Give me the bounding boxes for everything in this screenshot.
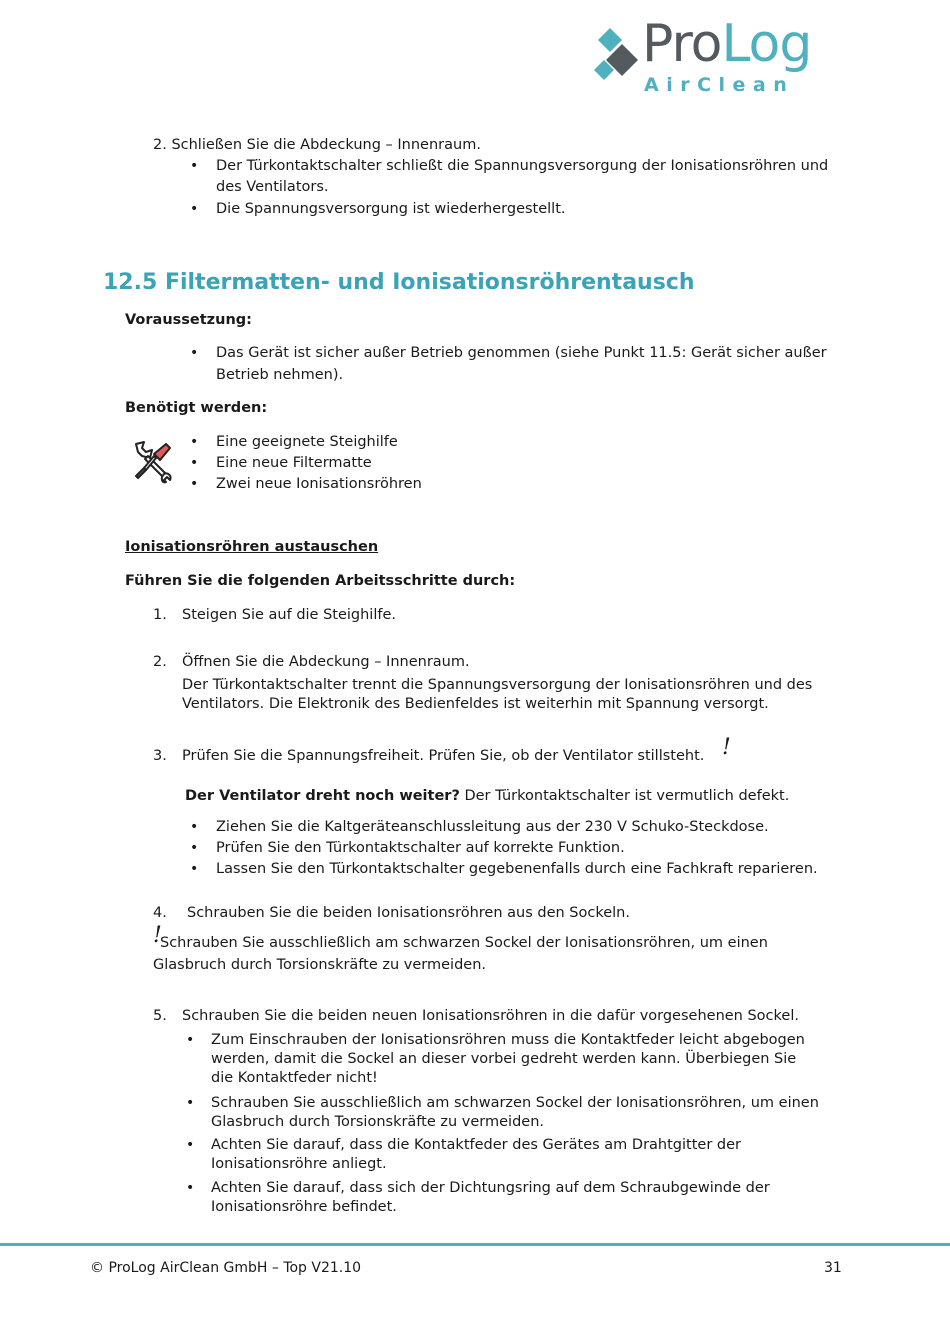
needed-item-1: Eine geeignete Steighilfe (216, 434, 398, 450)
page-number: 31 (824, 1260, 842, 1276)
warning-mark-icon: ! (722, 735, 731, 760)
logo-tagline: AirClean (644, 74, 795, 96)
step-5-bullet-3-line-2: Ionisationsröhre anliegt. (211, 1156, 387, 1172)
bullet-marker: • (186, 1137, 195, 1153)
needed-item-2: Eine neue Filtermatte (216, 455, 372, 471)
step-4-warning-line-2: Glasbruch durch Torsionskräfte zu vermeiden. (153, 957, 486, 973)
step-3-question (185, 786, 789, 806)
procedure-title: Ionisationsröhren austauschen (125, 539, 379, 555)
step-5-bullet-1-line-3: die Kontaktfeder nicht! (211, 1070, 378, 1086)
step-2-number: 2. (153, 654, 167, 670)
footer-copyright: © ProLog AirClean GmbH – Top V21.10 (90, 1260, 362, 1276)
step-1-text: Steigen Sie auf die Steighilfe. (182, 607, 397, 623)
top-step-text: 2. Schließen Sie die Abdeckung – Innenraum. (153, 137, 481, 153)
bullet-marker: • (190, 201, 199, 217)
step-4-text: Schrauben Sie die beiden Ionisationsröhren aus den Sockeln. (187, 905, 630, 921)
logo-brand-text: ProLog (642, 14, 812, 74)
step-5-bullet-2-line-1: Schrauben Sie ausschließlich am schwarzen Sockel der Ionisationsröhren, um einen (211, 1095, 819, 1111)
step-5-number: 5. (153, 1008, 167, 1024)
step-3-question-rest: Der Türkontaktschalter ist vermutlich defekt. (459, 788, 790, 804)
needed-item-3: Zwei neue Ionisationsröhren (216, 476, 422, 492)
needed-label: Benötigt werden: (125, 400, 268, 416)
bullet-marker: • (190, 434, 199, 450)
step-3-bullet-2: Prüfen Sie den Türkontaktschalter auf korrekte Funktion. (216, 840, 625, 856)
step-2-note-line-1: Der Türkontaktschalter trennt die Spannungsversorgung der Ionisationsröhren und des (182, 677, 813, 693)
step-4-number: 4. (153, 905, 167, 921)
prerequisite-line-2: Betrieb nehmen). (216, 367, 344, 383)
tools-icon (130, 438, 176, 484)
step-5-bullet-3-line-1: Achten Sie darauf, dass die Kontaktfeder des Gerätes am Drahtgitter der (211, 1137, 741, 1153)
step-2-text: Öffnen Sie die Abdeckung – Innenraum. (182, 654, 470, 670)
procedure-intro: Führen Sie die folgenden Arbeitsschritte durch: (125, 573, 516, 589)
step-5-text: Schrauben Sie die beiden neuen Ionisationsröhren in die dafür vorgesehenen Sockel. (182, 1008, 799, 1024)
bullet-marker: • (190, 345, 199, 361)
step-3-text: Prüfen Sie die Spannungsfreiheit. Prüfen Sie, ob der Ventilator stillsteht. (182, 748, 705, 764)
bullet-marker: • (190, 840, 199, 856)
step-3-bullet-3: Lassen Sie den Türkontaktschalter gegebenenfalls durch eine Fachkraft reparieren. (216, 861, 818, 877)
step-1-number: 1. (153, 607, 167, 623)
step-5-bullet-4-line-1: Achten Sie darauf, dass sich der Dichtungsring auf dem Schraubgewinde der (211, 1180, 770, 1196)
step-3-bullet-1: Ziehen Sie die Kaltgeräteanschlussleitung aus der 230 V Schuko-Steckdose. (216, 819, 769, 835)
section-heading: 12.5 Filtermatten- und Ionisationsröhrentausch (103, 270, 695, 295)
top-bullet-2: Die Spannungsversorgung ist wiederhergestellt. (216, 201, 566, 217)
step-5-bullet-4-line-2: Ionisationsröhre befindet. (211, 1199, 397, 1215)
prolog-logo (592, 14, 842, 96)
prerequisite-line-1: Das Gerät ist sicher außer Betrieb genommen (siehe Punkt 11.5: Gerät sicher außer (216, 345, 827, 361)
step-5-bullet-2-line-2: Glasbruch durch Torsionskräfte zu vermeiden. (211, 1114, 544, 1130)
top-bullet-1-line-1: Der Türkontaktschalter schließt die Spannungsversorgung der Ionisationsröhren und (216, 158, 829, 174)
step-4-warning-line-1: Schrauben Sie ausschließlich am schwarzen Sockel der Ionisationsröhren, um einen (160, 935, 768, 951)
step-2-note-line-2: Ventilators. Die Elektronik des Bedienfeldes ist weiterhin mit Spannung versorgt. (182, 696, 769, 712)
bullet-marker: • (190, 861, 199, 877)
step-5-bullet-1-line-1: Zum Einschrauben der Ionisationsröhren muss die Kontaktfeder leicht abgebogen (211, 1032, 805, 1048)
warning-mark-icon: ! (153, 923, 162, 948)
bullet-marker: • (190, 455, 199, 471)
logo-diamonds-icon (592, 26, 640, 88)
prerequisite-label: Voraussetzung: (125, 312, 252, 328)
bullet-marker: • (190, 819, 199, 835)
top-bullet-1-line-2: des Ventilators. (216, 179, 329, 195)
bullet-marker: • (190, 476, 199, 492)
step-3-number: 3. (153, 748, 167, 764)
bullet-marker: • (190, 158, 199, 174)
footer-divider (0, 1243, 950, 1246)
step-3-question-bold: Der Ventilator dreht noch weiter? (185, 788, 460, 804)
bullet-marker: • (186, 1095, 195, 1111)
bullet-marker: • (186, 1180, 195, 1196)
step-5-bullet-1-line-2: werden, damit die Sockel an dieser vorbei gedreht werden kann. Überbiegen Sie (211, 1051, 797, 1067)
bullet-marker: • (186, 1032, 195, 1048)
